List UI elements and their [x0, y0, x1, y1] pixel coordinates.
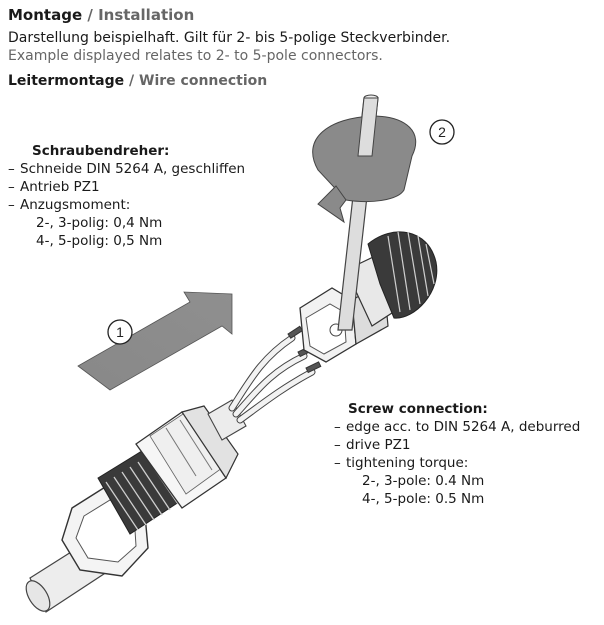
spec-de-torque: 4-, 5-polig: 0,5 Nm	[36, 233, 163, 249]
step-1-marker	[108, 320, 132, 344]
spec-en-item: – drive PZ1	[334, 437, 411, 453]
push-arrow-icon	[78, 292, 232, 390]
step-2-marker	[430, 120, 454, 144]
spec-de-item: – Antrieb PZ1	[8, 179, 100, 195]
spec-en-torque: 2-, 3-pole: 0.4 Nm	[362, 473, 485, 489]
title-en: Installation	[98, 6, 195, 24]
spec-de-torque: 2-, 3-polig: 0,4 Nm	[36, 215, 163, 231]
section-title-en: Wire connection	[139, 73, 268, 89]
section-title-de: Leitermontage	[8, 73, 125, 89]
title-de: Montage	[8, 6, 83, 24]
screwdriver-spec-de	[8, 142, 245, 250]
step-2-label: 2	[438, 124, 446, 140]
section-separator: /	[124, 73, 140, 89]
description-de: Darstellung beispielhaft. Gilt für 2- bis 5-polige Steckverbinder.	[8, 30, 451, 46]
spec-de-heading: Schraubendreher:	[32, 143, 170, 159]
spec-de-item: – Schneide DIN 5264 A, geschliffen	[8, 161, 246, 177]
title-separator: /	[82, 6, 99, 24]
spec-de-item: – Anzugsmoment:	[8, 197, 131, 213]
spec-en-item: – tightening torque:	[334, 455, 469, 471]
spec-en-item: – edge acc. to DIN 5264 A, deburred	[334, 419, 581, 435]
wires	[232, 338, 312, 420]
description-en: Example displayed relates to 2- to 5-pole connectors.	[8, 48, 383, 64]
step-1-label: 1	[116, 324, 124, 340]
screwdriver-spec-en	[334, 400, 580, 508]
spec-en-torque: 4-, 5-pole: 0.5 Nm	[362, 491, 485, 507]
spec-en-heading: Screw connection:	[348, 401, 488, 417]
